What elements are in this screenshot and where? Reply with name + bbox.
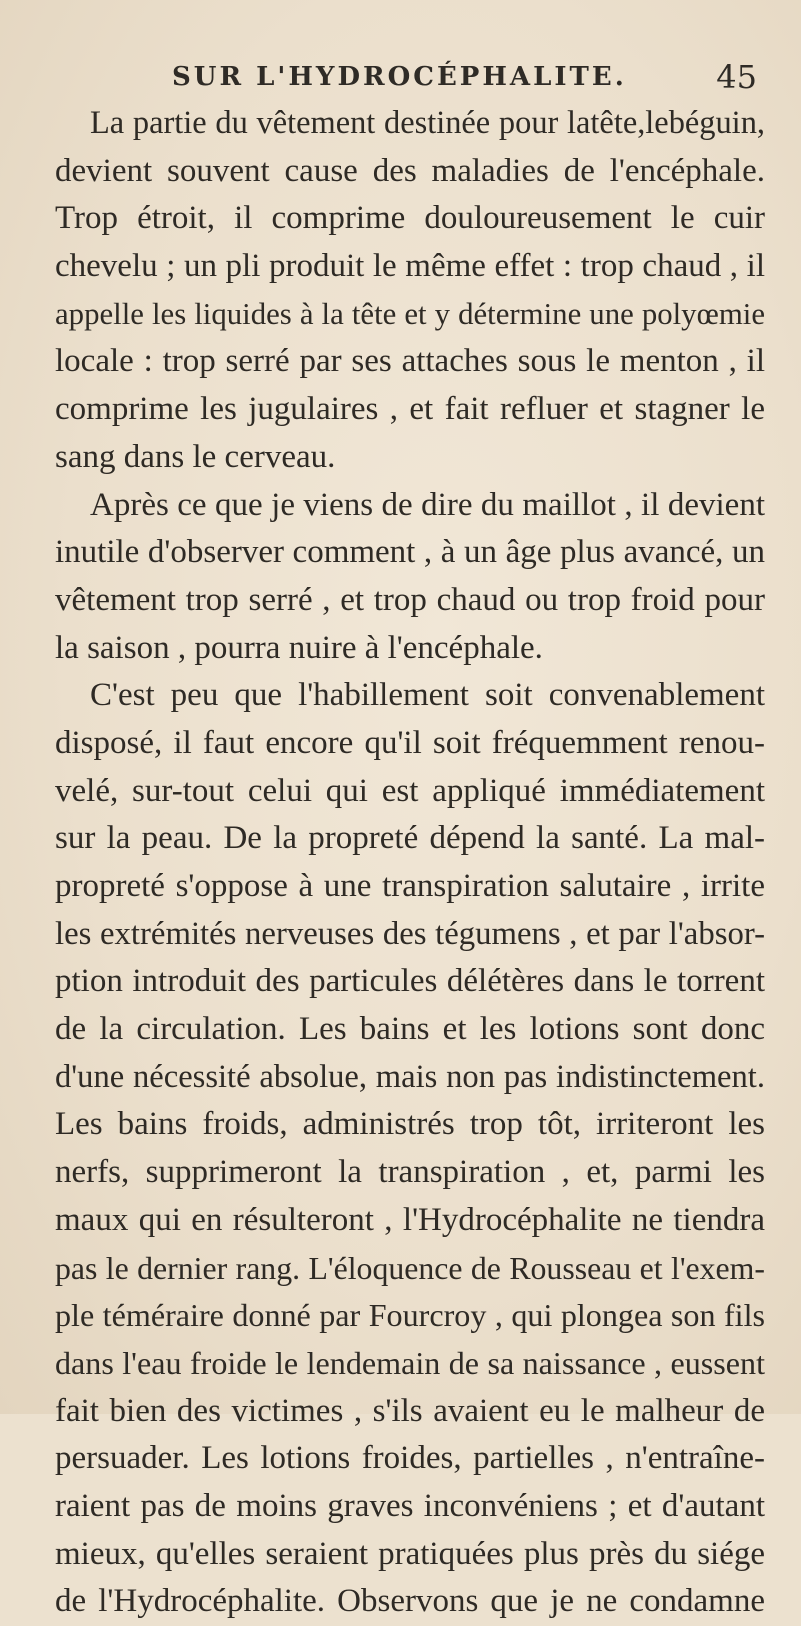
text-line: ple téméraire donné par Fourcroy , qui plongea son fils [55,1297,765,1334]
text-line: nerfs, supprimeront la transpiration , et, parmi les [55,1154,765,1191]
text-line: raient pas de moins graves inconvéniens ; et d'autant [55,1487,765,1524]
body-text [55,100,765,1626]
text-line: disposé, il faut encore qu'il soit fréquemment renou- [55,724,765,761]
running-title: SUR L'HYDROCÉPHALITE. [172,62,627,92]
text-line: de la circulation. Les bains et les lotions sont donc [55,1011,765,1048]
text-line: d'une nécessité absolue, mais non pas indistinctement. [55,1058,765,1095]
text-line: ption introduit des particules délétères dans le torrent [55,963,765,1000]
text-line: inutile d'observer comment , à un âge plus avancé, un [55,534,765,571]
text-line: sur la peau. De la propreté dépend la santé. La mal- [55,820,765,857]
text-line: dans l'eau froide le lendemain de sa naissance , eussent [55,1344,765,1381]
text-line: La partie du vêtement destinée pour latête,lebéguin, [90,105,765,141]
text-line: Après ce que je viens de dire du maillot , il devient [90,486,765,523]
text-line: locale : trop serré par ses attaches sous le menton , il [55,343,765,380]
text-line: maux qui en résulteront , l'Hydrocéphalite ne tiendra [55,1201,765,1238]
text-line: mieux, qu'elles seraient pratiquées plus près du siége [55,1535,765,1572]
page-number: 45 [716,58,757,96]
text-line: de l'Hydrocéphalite. Observons que je ne condamne [55,1583,765,1620]
text-line: persuader. Les lotions froides, partielles , n'entraîne- [55,1440,765,1477]
text-line: Les bains froids, administrés trop tôt, irriteront les [55,1106,765,1143]
text-line: comprime les jugulaires , et fait refluer et stagner le [55,391,765,428]
text-line: Trop étroit, il comprime douloureusement le cuir [55,200,765,237]
text-line: propreté s'oppose à une transpiration salutaire , irrite [55,868,765,904]
text-line: velé, sur-tout celui qui est appliqué immédiatement [55,772,765,809]
text-line: appelle les liquides à la tête et y détermine une polyœmie [55,296,765,331]
text-line: C'est peu que l'habillement soit convenablement [90,677,765,714]
text-line: vêtement trop serré , et trop chaud ou trop froid pour [55,581,765,618]
text-line: chevelu ; un pli produit le même effet : trop chaud , il [55,248,765,285]
text-line: sang dans le cerveau. [55,438,336,475]
page-header [172,58,757,102]
text-line: pas le dernier rang. L'éloquence de Rousseau et l'exem- [55,1250,765,1286]
text-line: fait bien des victimes , s'ils avaient eu le malheur de [55,1392,765,1429]
text-line: les extrémités nerveuses des tégumens , et par l'absor- [55,915,765,952]
text-line: la saison , pourra nuire à l'encéphale. [55,629,543,666]
text-line: devient souvent cause des maladies de l'encéphale. [55,152,765,189]
